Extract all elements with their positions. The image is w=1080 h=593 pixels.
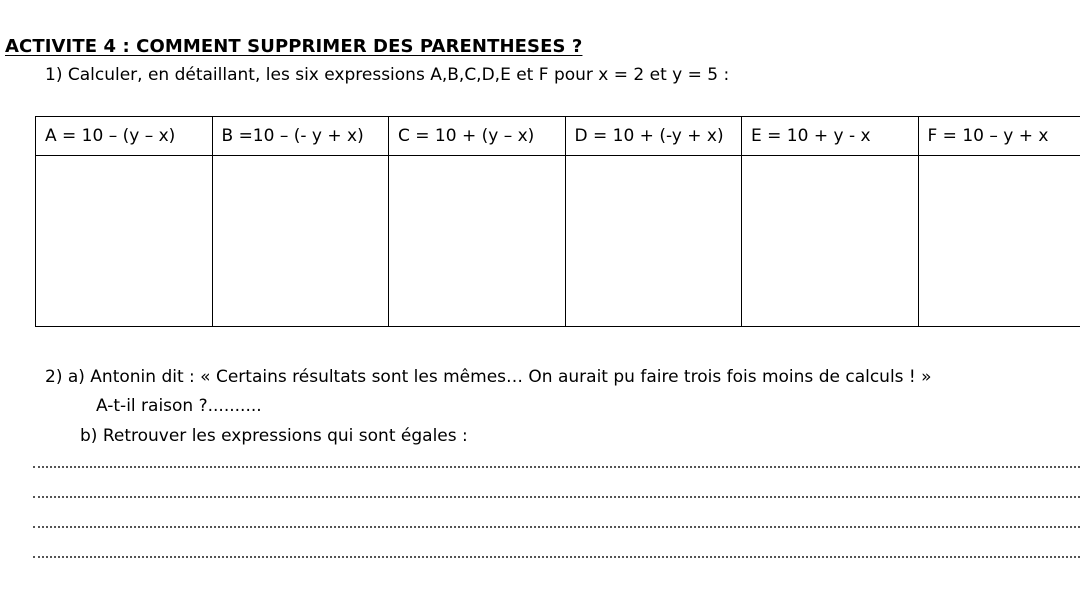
answer-cell-c[interactable] [389, 156, 566, 327]
table-header-row [36, 117, 1080, 156]
answer-cell-a[interactable] [36, 156, 213, 327]
answer-cell-e[interactable] [742, 156, 919, 327]
header-expression-a: A = 10 – (y – x) [36, 117, 213, 156]
expressions-table [35, 116, 1080, 327]
answer-cell-b[interactable] [212, 156, 389, 327]
answer-dotted-line-4[interactable] [33, 556, 1080, 558]
answer-cell-f[interactable] [918, 156, 1080, 327]
answer-dotted-line-2[interactable] [33, 496, 1080, 498]
answer-cell-d[interactable] [565, 156, 742, 327]
table-answer-row [36, 156, 1080, 327]
question-2b-text: b) Retrouver les expressions qui sont égales : [80, 426, 468, 446]
answer-dotted-line-3[interactable] [33, 526, 1080, 528]
header-expression-e: E = 10 + y - x [742, 117, 919, 156]
question-1-text: 1) Calculer, en détaillant, les six expressions A,B,C,D,E et F pour x = 2 et y = 5 : [45, 65, 730, 85]
answer-dotted-line-1[interactable] [33, 466, 1080, 468]
header-expression-d: D = 10 + (-y + x) [565, 117, 742, 156]
activity-title: ACTIVITE 4 : COMMENT SUPPRIMER DES PARENTHESES ? [5, 36, 583, 57]
header-expression-b: B =10 – (- y + x) [212, 117, 389, 156]
header-expression-c: C = 10 + (y – x) [389, 117, 566, 156]
question-2a-followup: A-t-il raison ?.......... [96, 396, 262, 416]
question-2a-text: 2) a) Antonin dit : « Certains résultats sont les mêmes… On aurait pu faire trois fois moins de calculs ! » [45, 367, 932, 387]
header-expression-f: F = 10 – y + x [918, 117, 1080, 156]
